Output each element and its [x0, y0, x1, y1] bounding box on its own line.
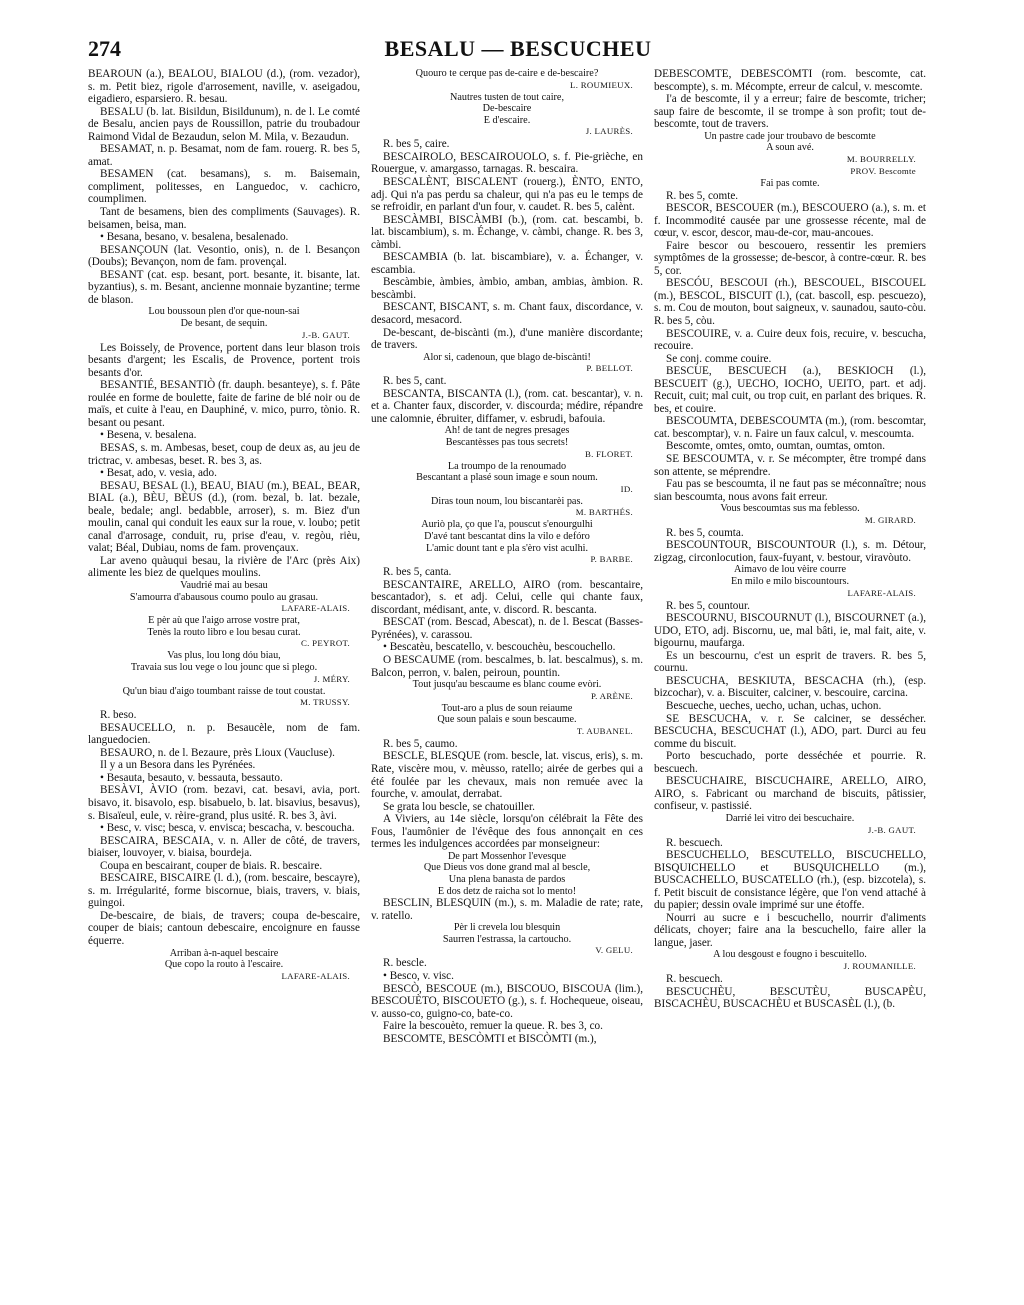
- entry-paragraph: BESCOUMTA, DEBESCOUMTA (m.), (rom. bescomtar, cat. bescomptar), v. n. Faire un faux calcul, v. mescoumta.: [654, 415, 926, 440]
- entry-paragraph: BESAUCELLO, n. p. Besaucèle, nom de fam. languedocien.: [88, 721, 360, 747]
- quotation-line: Lou boussoun plen d'or que-noun-sai: [148, 306, 300, 318]
- entry-paragraph: BESCUCHA, BESKIUTA, BESCACHA (rh.), (esp. bizcochar), v. a. Biscuiter, calciner, v. bescouire, carcina.: [654, 674, 926, 700]
- entry-paragraph: R. bes 5, cant.: [383, 375, 447, 388]
- quotation-line: Vas plus, lou long dóu biau,: [167, 650, 281, 662]
- entry-paragraph: R. bes 5, comte.: [666, 189, 739, 202]
- entry-paragraph: BESCUCHAIRE, BISCUCHAIRE, ARELLO, AIRO, AIRO, s. Fabricant ou marchand de biscuits, pâtissier, confiseur, v. pastissié.: [654, 775, 926, 813]
- entry-paragraph: BESAMEN (cat. besamans), s. m. Baisemain, compliment, politesses, en Languedoc, v. cachicro, coumplimen.: [88, 168, 360, 206]
- quotation-source: J. ROUMANILLE.: [843, 961, 916, 972]
- quotation-source: ID.: [620, 483, 633, 494]
- quotation-line: Darrié lei vitro dei bescuchaire.: [725, 812, 855, 824]
- entry-paragraph: De-bescant, de-biscànti (m.), d'une manière discordante; de travers.: [371, 326, 643, 352]
- quotation-line: D'avé tant bescantat dins la vilo e defóro: [424, 531, 590, 543]
- entry-paragraph: • Besat, ado, v. vesia, ado.: [100, 467, 217, 480]
- quotation-source: B. FLORET.: [584, 448, 633, 459]
- entry-paragraph: Faire bescor ou bescouero, ressentir les premiers symptômes de la grossesse; de-bescor, à contre-cœur. R. bes 5, cor.: [654, 239, 926, 277]
- quotation-source: J.-B. GAUT.: [301, 329, 350, 340]
- quotation-line: Que copo la routo à l'escaire.: [164, 959, 284, 971]
- quotation-line: Diras toun noum, lou biscantarèi pas.: [431, 495, 583, 507]
- quotation-line: Fai pas comte.: [760, 177, 820, 189]
- entry-paragraph: I'a de bescomte, il y a erreur; faire de bescomte, tricher; saup faire de bescomte, il se trompe à son profit; tout de-bescomte, tout de travers.: [654, 93, 926, 131]
- entry-paragraph: BEAROUN (a.), BEALOU, BIALOU (d.), (rom. vezador), s. m. Petit biez, rigole d'arrosement, naville, v. aseigadou, eigadiero, esparsiero. R. besau.: [88, 68, 360, 106]
- quotation-line: De-bescaire: [482, 103, 532, 115]
- entry-paragraph: Bescomte, omtes, omto, oumtan, oumtas, omton.: [666, 440, 886, 453]
- dictionary-columns: [88, 68, 948, 1293]
- quotation-line: Quouro te cerque pas de-caire e de-bescaire?: [415, 68, 599, 79]
- entry-paragraph: O BESCAUME (rom. bescalmes, b. lat. bescalmus), s. m. Balcon, perron, v. balen, peiroun, pountin.: [371, 654, 643, 679]
- quotation-line: Que Dieus vos done grand mal al bescle,: [423, 862, 591, 874]
- entry-paragraph: BESCALÈNT, BISCALENT (rouerg.), ÈNTO, ENTO, adj. Qui n'a pas perdu sa chaleur, qui n'a pas eu le temps de se refroidir, en parlant d'un four, v. caudet. R. bes 5, calènt.: [371, 176, 643, 214]
- quotation-line: E d'escaire.: [483, 114, 531, 126]
- quotation-source: M. BARTHÉS.: [575, 507, 633, 518]
- quotation-line: E dos detz de raicha sot lo mento!: [437, 885, 577, 897]
- entry-paragraph: BESCUCHÈU, BESCUTÈU, BUSCAPÈU, BISCACHÈU, BUSCACHÈU et BUSCASÈL (l.), (b.: [654, 985, 926, 1011]
- quotation-line: A lou desgoust e fougno i bescuitello.: [713, 949, 867, 961]
- entry-paragraph: BESCAIRA, BESCAIA, v. n. Aller de côté, de travers, biaiser, louvoyer, v. biaisa, bourdeja.: [88, 834, 360, 860]
- entry-paragraph: SE BESCOUMTA, v. r. Se mécompter, être trompé dans son attente, se méprendre.: [654, 453, 926, 478]
- entry-paragraph: Lar aveno quàuqui besau, la rivière de l'Arc (près Aix) alimente les biez de quelques moulins.: [88, 554, 360, 580]
- entry-paragraph: R. bes 5, caire.: [383, 138, 450, 151]
- quotation-line: Tout-aro a plus de soun reiaume: [441, 702, 573, 714]
- entry-paragraph: BESAMAT, n. p. Besamat, nom de fam. rouerg. R. bes 5, amat.: [88, 143, 360, 168]
- entry-paragraph: Il y a un Besora dans les Pyrénées.: [100, 759, 256, 772]
- entry-paragraph: Se grata lou bescle, se chatouiller.: [383, 800, 535, 813]
- quotation-source: P. BARBE.: [590, 554, 633, 565]
- quotation-source: J. MÉRY.: [313, 673, 350, 684]
- quotation-line: Vaudrié mai au besau: [180, 579, 268, 591]
- entry-paragraph: BESCOURNU, BISCOURNUT (l.), BISCOURNET (a.), UDO, ETO, adj. Biscornu, ue, mal bâti, ie, mal fait, aite, v. bigournu, maufarga.: [654, 612, 926, 650]
- quotation-line: Tout jusqu'au bescaume es blanc coume evòri.: [412, 679, 602, 691]
- entry-paragraph: Bescàmbie, àmbies, àmbio, amban, ambias, àmbion. R. bescàmbi.: [371, 276, 643, 301]
- quotation-line: Aimavo de lou vèire courre: [733, 564, 847, 576]
- entry-paragraph: • Bescatèu, bescatello, v. bescouchèu, bescouchello.: [383, 641, 616, 654]
- column-middle: [371, 68, 643, 1293]
- entry-paragraph: • Besana, besano, v. besalena, besalenado.: [100, 231, 289, 244]
- quotation-line: En milo e milo biscountours.: [731, 576, 849, 588]
- entry-paragraph: R. bescuech.: [666, 973, 723, 986]
- quotation-line: Que soun palais e soun bescaume.: [437, 714, 577, 726]
- entry-paragraph: BESANTIÉ, BESANTIÒ (fr. dauph. besanteye), s. f. Pâte roulée en forme de boulette, faite de farine de blé noir ou de maïs, et cuite à l'eau, en Dauphiné, v. mico, purro, tònio. R. besant ou pesant.: [88, 379, 360, 429]
- entry-paragraph: BESCÒ, BESCOUE (m.), BISCOUO, BISCOUA (lim.), BESCOUÈTO, BISCOUETO (g.), s. f. Hochequeue, oiseau, v. ausso-co, guigno-co, bate-co.: [371, 982, 643, 1020]
- entry-paragraph: BESAU, BESAL (l.), BEAU, BIAU (m.), BEAL, BEAR, BIAL (a.), BÈU, BÈUS (d.), (rom. bezal, b. lat. bezale, beale, bedale; angl. bedabble, arroser), s. m. Biez d'un moulin, canal qui conduit les eaux sur la roue, v. loubo; petit canal d'arrosage, conduit, ru, prise d'eau, v. regòu, rièu, valat; Béal, Dubiau, noms de fam. provençaux.: [88, 479, 360, 555]
- quotation-line: Arriban à-n-aquel bescaire: [169, 947, 279, 959]
- quotation-source: M. TRUSSY.: [300, 697, 350, 708]
- entry-paragraph: Faire la bescouèto, remuer la queue. R. bes 3, co.: [383, 1020, 603, 1033]
- entry-paragraph: Es un bescournu, c'est un esprit de travers. R. bes 5, cournu.: [654, 649, 926, 675]
- quotation-source: V. GELU.: [595, 945, 633, 956]
- entry-paragraph: BESCOUNTOUR, BISCOUNTOUR (l.), s. m. Détour, zigzag, circonlocution, faux-fuyant, v. bestour, viravòuto.: [654, 539, 926, 564]
- page-number: 274: [88, 36, 121, 61]
- quotation-source: C. PEYROT.: [300, 638, 350, 649]
- quotation-line: Vous bescoumtas sus ma feblesso.: [720, 503, 860, 515]
- quotation-line: Saurren l'estrassa, la cartoucho.: [442, 933, 572, 945]
- entry-paragraph: BESCANTAIRE, ARELLO, AIRO (rom. bescantaire, bescantador), s. et adj. Celui, celle qui chante faux, discordant, médisant, ante, v. discord. R. bescanta.: [371, 578, 643, 616]
- entry-paragraph: BESCANT, BISCANT, s. m. Chant faux, discordance, v. desacord, mesacord.: [371, 301, 643, 327]
- entry-paragraph: Bescueche, ueches, uecho, uchan, uchas, uchon.: [666, 699, 882, 712]
- quotation-line: Nautres tusten de tout caire,: [449, 91, 564, 103]
- entry-paragraph: BESCÀMBI, BISCÀMBI (b.), (rom. cat. bescambi, b. lat. biscambium), s. m. Échange, v. càmbi, change. R. bes 3, càmbi.: [371, 213, 643, 251]
- entry-paragraph: DEBESCOMTE, DEBESCÒMTI (rom. bescomte, cat. bescompte), s. m. Mécompte, erreur de calcul, v. mescomte.: [654, 68, 926, 93]
- entry-paragraph: BESCAMBIA (b. lat. biscambiare), v. a. Échanger, v. escambia.: [371, 251, 643, 276]
- quotation-line: Tenès la routo libro e lou besau curat.: [147, 626, 301, 638]
- quotation-source: J. LAURÈS.: [585, 126, 633, 137]
- entry-paragraph: R. bes 5, canta.: [383, 566, 452, 579]
- entry-paragraph: BESCOMTE, BESCÒMTI et BISCÒMTI (m.),: [383, 1032, 597, 1045]
- quotation-source: PROV. Bescomte: [850, 165, 916, 176]
- quotation-line: Qu'un biau d'aigo toumbant raisse de tout coustat.: [122, 685, 326, 697]
- entry-paragraph: Coupa en bescairant, couper de biais. R. bescaire.: [100, 859, 323, 872]
- quotation-line: Una plena banasta de pardos: [448, 874, 566, 886]
- entry-paragraph: Porto bescuchado, porte desséchée et pourrie. R. bescuech.: [654, 750, 926, 775]
- quotation-source: LAFARE-ALAIS.: [281, 603, 350, 614]
- quotation-source: M. BOURRELLY.: [846, 153, 916, 164]
- quotation-source: L. ROUMIEUX.: [570, 79, 633, 90]
- quotation-source: J.-B. GAUT.: [867, 824, 916, 835]
- entry-paragraph: BESCÓU, BESCOUI (rh.), BESCOUEL, BISCOUEL (m.), BESCOL, BISCUIT (l.), (cat. bascoll, esp. pescuezo), s. m. Cou de mouton, bout saigneux, v. saunadou, sauto-còu. R. bes 5, còu.: [654, 277, 926, 327]
- quotation-line: Pèr li crevela lou blesquin: [453, 922, 561, 934]
- entry-paragraph: BESANT (cat. esp. besant, port. besante, it. bisante, lat. byzantius), s. m. Besant, ancienne monnaie byzantine; terme de blason.: [88, 268, 360, 306]
- quotation-source: LAFARE-ALAIS.: [281, 970, 350, 981]
- quotation-line: A soun avé.: [766, 142, 814, 154]
- entry-paragraph: BESCLIN, BLESQUIN (m.), s. m. Maladie de rate; rate, v. ratello.: [371, 897, 643, 922]
- entry-paragraph: Se conj. comme couire.: [666, 352, 772, 365]
- entry-paragraph: BESCANTA, BISCANTA (l.), (rom. cat. bescantar), v. n. et a. Chanter faux, discorder, v. discourda; médire, répandre une calomnie, ébruiter, diffamer, v. esbrudi, bafouia.: [371, 387, 643, 425]
- entry-paragraph: R. beso.: [100, 709, 137, 722]
- entry-paragraph: BESCAIRE, BISCAIRE (l. d.), (rom. bescaire, bescayre), s. m. Irrégularité, forme biscornue, biais, travers, v. biais, guingoi.: [88, 872, 360, 910]
- quotation-source: T. AUBANEL.: [576, 725, 633, 736]
- quotation-line: Bescantèsses pas tous secrets!: [445, 437, 569, 449]
- entry-paragraph: Fau pas se bescoumta, il ne faut pas se méconnaître; nous sian bescoumta, nous avons fait erreur.: [654, 478, 926, 503]
- quotation-line: E pèr aù que l'aigo arrose vostre prat,: [148, 615, 300, 627]
- quotation-source: P. ARÈNE.: [590, 690, 633, 701]
- entry-paragraph: • Besauta, besauto, v. bessauta, bessauto.: [100, 771, 283, 784]
- entry-paragraph: • Besena, v. besalena.: [100, 429, 197, 442]
- entry-paragraph: De-bescaire, de biais, de travers; coupa de-bescaire, couper de biais; cantoun debescaire, encoignure en fausse équerre.: [88, 909, 360, 947]
- quotation-source: LAFARE-ALAIS.: [847, 587, 916, 598]
- entry-paragraph: SE BESCUCHA, v. r. Se calciner, se dessécher. BESCUCHA, BESCUCHAT (l.), ADO, part. Durci au feu comme du biscuit.: [654, 712, 926, 750]
- entry-paragraph: R. bes 5, caumo.: [383, 737, 458, 750]
- quotation-line: S'amourra d'abausous coumo poulo au grasau.: [129, 591, 319, 603]
- entry-paragraph: BESALU (b. lat. Bisildun, Bisildunum), n. de l. Le comté de Besalu, ancien pays de Roussillon, patrie du troubadour Raimond Vidal de Bezaudun, selon M. Mila, v. Bezaudun.: [88, 105, 360, 143]
- column-left: [88, 68, 360, 1293]
- entry-paragraph: BESÀVI, ÀVIO (rom. bezavi, cat. besavi, avia, port. bisavo, it. bisavolo, esp. bisabuelo, b. lat. bisavius, besavus), s. Bisaïeul, eule, v. rèire-grand, plus usité. R. bes 3, àvi.: [88, 784, 360, 822]
- quotation-line: Auriò pla, ço que l'a, pouscut s'enourgulhi: [421, 519, 593, 531]
- entry-paragraph: R. bes 5, countour.: [666, 599, 750, 612]
- entry-paragraph: • Besc, v. visc; besca, v. envisca; bescacha, v. bescoucha.: [100, 822, 355, 835]
- quotation-line: L'amic dount tant e pla s'èro vist aculhi.: [425, 542, 589, 554]
- entry-paragraph: • Besco, v. visc.: [383, 970, 454, 983]
- entry-paragraph: R. bescle.: [383, 957, 427, 970]
- quotation-line: Travaia sus lou vege o lou jounc que si plego.: [130, 661, 318, 673]
- entry-paragraph: BESCUE, BESCUECH (a.), BESKIOCH (l.), BESCUEIT (g.), UECHO, IOCHO, UEITO, part. et adj. Recuit, cuit; mal cuit, ou trop cuit, en parlant des briques. R. bes, et couire.: [654, 365, 926, 415]
- entry-paragraph: Tant de besamens, bien des compliments (Sauvages). R. beisamen, beisa, man.: [88, 206, 360, 231]
- column-right: [654, 68, 926, 1293]
- entry-paragraph: BESCOR, BESCOUER (m.), BESCOUERO (a.), s. m. et f. Incommodité causée par une grossesse récente, mal de cœur, v. escor, descor, mau-de-cor, mau-ancoues.: [654, 202, 926, 240]
- quotation-line: De part Mossenhor l'evesque: [447, 850, 567, 862]
- entry-paragraph: BESANÇOUN (lat. Vesontio, onis), n. de l. Besançon (Doubs); Bevançon, nom de fam. provençal.: [88, 243, 360, 269]
- quotation-line: Ah! de tant de negres presages: [444, 425, 570, 437]
- running-head: BESALU — BESCUCHEU: [384, 36, 652, 61]
- quotation-source: P. BELLOT.: [586, 363, 633, 374]
- entry-paragraph: BESCAT (rom. Bescad, Abescat), n. de l. Bescat (Basses-Pyrénées), v. carassou.: [371, 616, 643, 641]
- entry-paragraph: BESCAIROLO, BESCAIROUOLO, s. f. Pie-grièche, en Rouergue, v. amargasso, tarnagas. R. bescaira.: [371, 150, 643, 176]
- entry-paragraph: BESCUCHELLO, BESCUTELLO, BISCUCHELLO, BISQUICHELLO et BUSQUICHELLO (m.), BUSCACHELLO, BUSCATELLO (rh.), (esp. bizcotela), s. f. Petit biscuit de consistance légère, que l'on vend attaché à du papier; dessin ovale imprimé sur une étoffe.: [654, 849, 926, 912]
- entry-paragraph: Nourri au sucre e i bescuchello, nourrir d'aliments délicats, choyer; faire ana la bescuchello, faire aller la langue, jaser.: [654, 911, 926, 949]
- quotation-line: Un pastre cade jour troubavo de bescomte: [704, 130, 876, 142]
- entry-paragraph: BESAURO, n. de l. Bezaure, près Lioux (Vaucluse).: [100, 746, 335, 759]
- entry-paragraph: R. bes 5, coumta.: [666, 526, 744, 539]
- entry-paragraph: BESCLE, BLESQUE (rom. bescle, lat. viscus, eris), s. m. Rate, viscère mou, v. mèusso, ratello; airée de gerbes qui a été foulée par les chevaux, mais non remuée avec la fourche, v. amoulat, derrabat.: [371, 750, 643, 801]
- quotation-source: M. GIRARD.: [864, 514, 916, 525]
- quotation-line: Bescantant a plasé soun image e soun noum.: [416, 472, 598, 484]
- quotation-line: Alor si, cadenoun, que blago de-biscànti!: [423, 351, 591, 363]
- entry-paragraph: A Viviers, au 14e siècle, lorsqu'on célébrait la Fête des Fous, l'aumônier de l'évêque des fous annonçait en ces termes les indulgences accordées par monseigneur:: [371, 813, 643, 851]
- quotation-line: La troumpo de la renoumado: [447, 460, 567, 472]
- entry-paragraph: R. bescuech.: [666, 836, 723, 849]
- quotation-line: De besant, de sequin.: [180, 317, 268, 329]
- entry-paragraph: Les Boissely, de Provence, portent dans leur blason trois besants d'argent; les Escalis, de Provence, portent trois besants d'or.: [88, 341, 360, 379]
- entry-paragraph: BESAS, s. m. Ambesas, beset, coup de deux as, au jeu de trictrac, v. ambesas, beset. R. bes 3, as.: [88, 441, 360, 467]
- entry-paragraph: BESCOUIRE, v. a. Cuire deux fois, recuire, v. bescucha, recouire.: [654, 327, 926, 353]
- page-header: [88, 36, 948, 66]
